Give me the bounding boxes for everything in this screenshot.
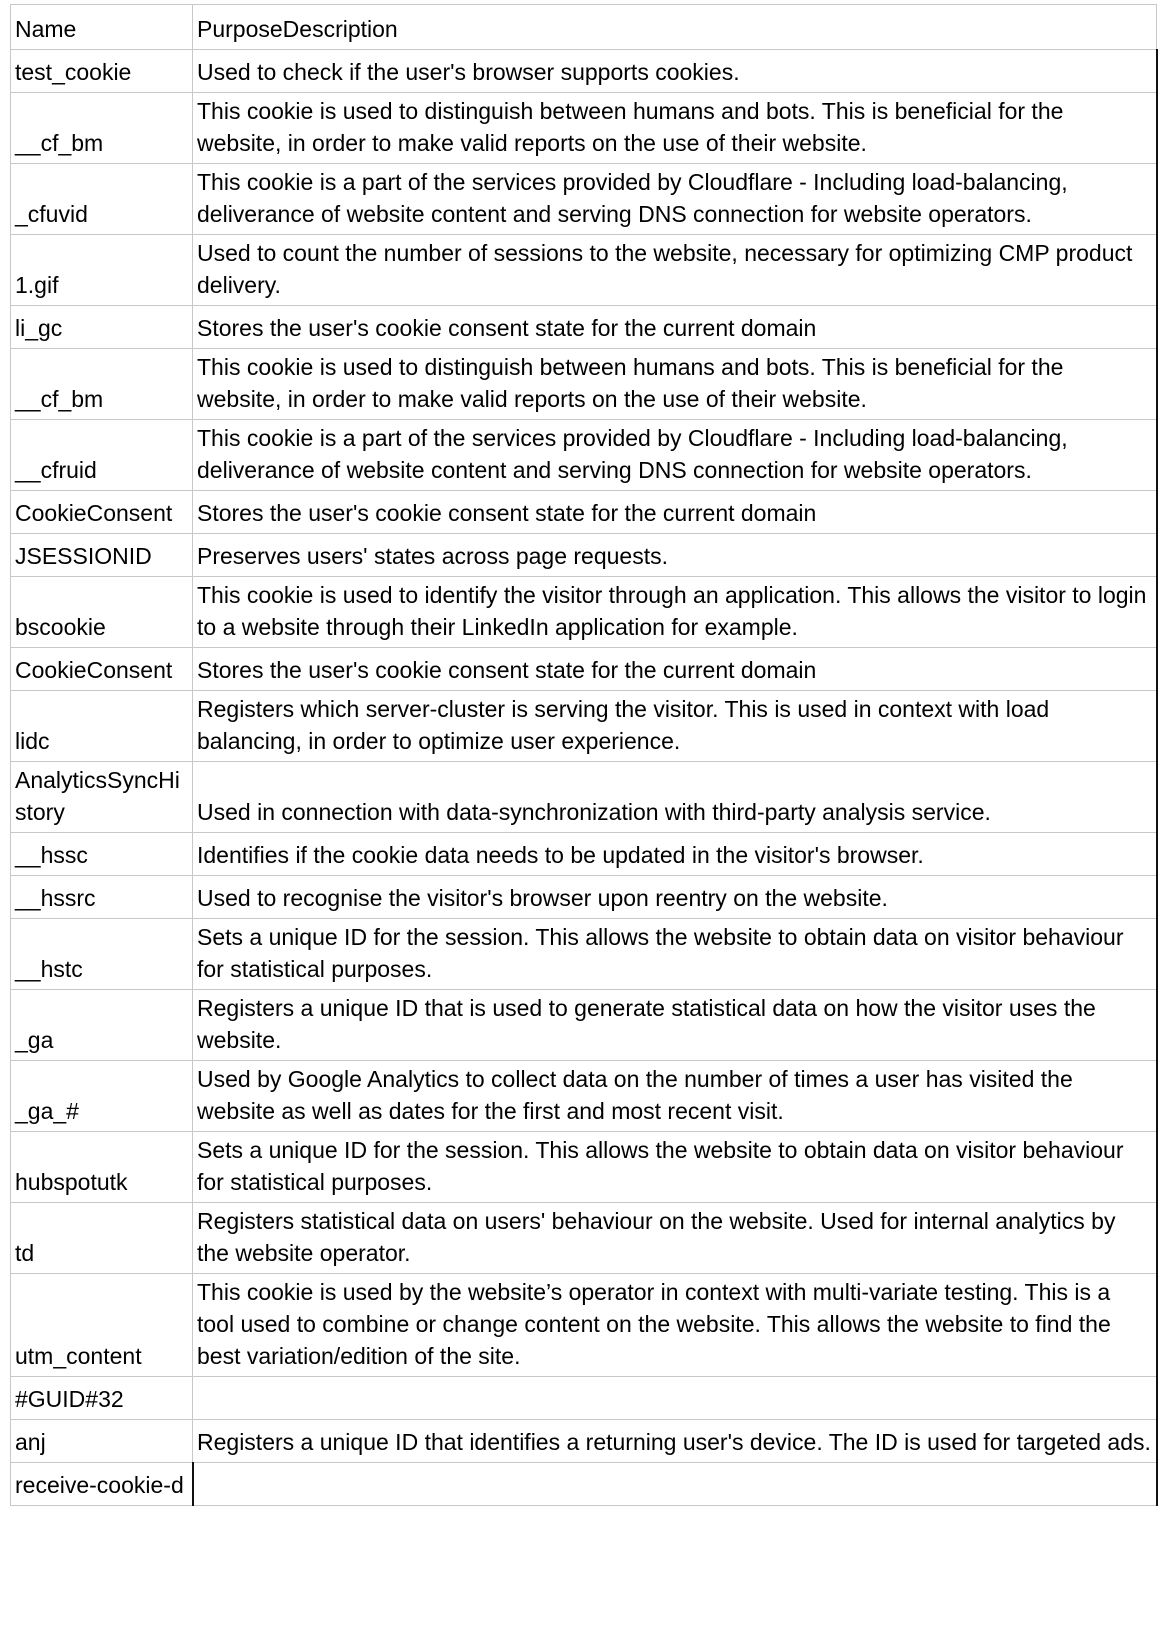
table-row: [11, 648, 1157, 691]
cookie-description-cell[interactable]: Registers a unique ID that identifies a returning user's device. The ID is used for targeted ads.: [193, 1420, 1157, 1463]
cookie-name-cell[interactable]: __cf_bm: [11, 93, 193, 164]
table-row: [11, 306, 1157, 349]
cookie-description-cell[interactable]: This cookie is used to distinguish between humans and bots. This is beneficial for the website, in order to make valid reports on the use of their website.: [193, 349, 1157, 420]
cookie-name-cell[interactable]: CookieConsent: [11, 648, 193, 691]
cookie-name-cell[interactable]: __hstc: [11, 919, 193, 990]
cookie-name-cell[interactable]: __cfruid: [11, 420, 193, 491]
cookie-name-cell[interactable]: lidc: [11, 691, 193, 762]
cookie-name-cell[interactable]: _cfuvid: [11, 164, 193, 235]
cookie-name-cell[interactable]: 1.gif: [11, 235, 193, 306]
table-row: [11, 93, 1157, 164]
table-row: [11, 491, 1157, 534]
cookie-description-cell[interactable]: This cookie is a part of the services provided by Cloudflare - Including load-balancing, deliverance of website content and serving DNS connection for website operators.: [193, 420, 1157, 491]
cookie-description-cell[interactable]: Used by Google Analytics to collect data on the number of times a user has visited the website as well as dates for the first and most recent visit.: [193, 1061, 1157, 1132]
cookie-name-cell[interactable]: __cf_bm: [11, 349, 193, 420]
cookie-description-cell[interactable]: Registers which server-cluster is serving the visitor. This is used in context with load balancing, in order to optimize user experience.: [193, 691, 1157, 762]
cookie-description-cell[interactable]: Identifies if the cookie data needs to be updated in the visitor's browser.: [193, 833, 1157, 876]
table-row: [11, 164, 1157, 235]
cookie-table-container: [10, 4, 1156, 1506]
cookie-description-cell[interactable]: This cookie is used to distinguish between humans and bots. This is beneficial for the website, in order to make valid reports on the use of their website.: [193, 93, 1157, 164]
cookie-name-cell[interactable]: anj: [11, 1420, 193, 1463]
cookie-description-cell[interactable]: Used to count the number of sessions to the website, necessary for optimizing CMP product delivery.: [193, 235, 1157, 306]
table-row: [11, 534, 1157, 577]
cookie-description-cell[interactable]: Sets a unique ID for the session. This allows the website to obtain data on visitor behaviour for statistical purposes.: [193, 919, 1157, 990]
cookie-name-cell[interactable]: td: [11, 1203, 193, 1274]
cookie-description-cell[interactable]: This cookie is used by the website’s operator in context with multi-variate testing. This is a tool used to combine or change content on the website. This allows the website to find the best variation/edition of the site.: [193, 1274, 1157, 1377]
table-row: [11, 1061, 1157, 1132]
cookie-description-cell[interactable]: [193, 1463, 1157, 1506]
cookie-description-cell[interactable]: Registers a unique ID that is used to generate statistical data on how the visitor uses the website.: [193, 990, 1157, 1061]
table-row: [11, 1203, 1157, 1274]
table-row: [11, 762, 1157, 833]
cookie-name-cell[interactable]: __hssc: [11, 833, 193, 876]
cookie-name-cell[interactable]: __hssrc: [11, 876, 193, 919]
cookie-name-cell[interactable]: AnalyticsSyncHistory: [11, 762, 193, 833]
cookie-description-cell[interactable]: Preserves users' states across page requests.: [193, 534, 1157, 577]
cookie-description-cell[interactable]: Sets a unique ID for the session. This allows the website to obtain data on visitor behaviour for statistical purposes.: [193, 1132, 1157, 1203]
cookie-description-cell[interactable]: Stores the user's cookie consent state for the current domain: [193, 491, 1157, 534]
cookie-description-cell[interactable]: Stores the user's cookie consent state for the current domain: [193, 648, 1157, 691]
cookie-name-cell[interactable]: hubspotutk: [11, 1132, 193, 1203]
table-row: [11, 691, 1157, 762]
cookie-name-cell[interactable]: _ga: [11, 990, 193, 1061]
cookie-description-cell[interactable]: Stores the user's cookie consent state for the current domain: [193, 306, 1157, 349]
cookie-name-cell[interactable]: _ga_#: [11, 1061, 193, 1132]
table-row: [11, 833, 1157, 876]
cookie-description-cell[interactable]: Used to check if the user's browser supports cookies.: [193, 50, 1157, 93]
table-row: [11, 876, 1157, 919]
table-row: [11, 990, 1157, 1061]
table-row: [11, 577, 1157, 648]
table-row: [11, 420, 1157, 491]
table-row: [11, 1463, 1157, 1506]
table-row: [11, 50, 1157, 93]
table-row: [11, 1274, 1157, 1377]
cookie-name-cell[interactable]: bscookie: [11, 577, 193, 648]
cookie-description-cell[interactable]: Used to recognise the visitor's browser upon reentry on the website.: [193, 876, 1157, 919]
cookie-name-cell[interactable]: JSESSIONID: [11, 534, 193, 577]
cookie-name-cell[interactable]: CookieConsent: [11, 491, 193, 534]
cookie-description-cell[interactable]: Registers statistical data on users' behaviour on the website. Used for internal analytics by the website operator.: [193, 1203, 1157, 1274]
table-row: [11, 919, 1157, 990]
cookie-name-cell[interactable]: test_cookie: [11, 50, 193, 93]
cookie-name-cell[interactable]: #GUID#32: [11, 1377, 193, 1420]
table-row: [11, 1377, 1157, 1420]
cookie-description-cell[interactable]: [193, 1377, 1157, 1420]
table-row: [11, 1420, 1157, 1463]
table-header-row: [11, 5, 1157, 50]
header-name-cell[interactable]: Name: [11, 5, 193, 50]
cookie-name-cell[interactable]: utm_content: [11, 1274, 193, 1377]
cookie-name-cell[interactable]: li_gc: [11, 306, 193, 349]
table-row: [11, 349, 1157, 420]
cookie-description-cell[interactable]: Used in connection with data-synchronization with third-party analysis service.: [193, 762, 1157, 833]
cookie-table: [10, 4, 1158, 1506]
cookie-description-cell[interactable]: This cookie is a part of the services provided by Cloudflare - Including load-balancing, deliverance of website content and serving DNS connection for website operators.: [193, 164, 1157, 235]
table-row: [11, 1132, 1157, 1203]
table-row: [11, 235, 1157, 306]
cookie-name-cell[interactable]: receive-cookie-d: [11, 1463, 193, 1506]
header-description-cell[interactable]: PurposeDescription: [193, 5, 1157, 50]
cookie-description-cell[interactable]: This cookie is used to identify the visitor through an application. This allows the visitor to login to a website through their LinkedIn application for example.: [193, 577, 1157, 648]
